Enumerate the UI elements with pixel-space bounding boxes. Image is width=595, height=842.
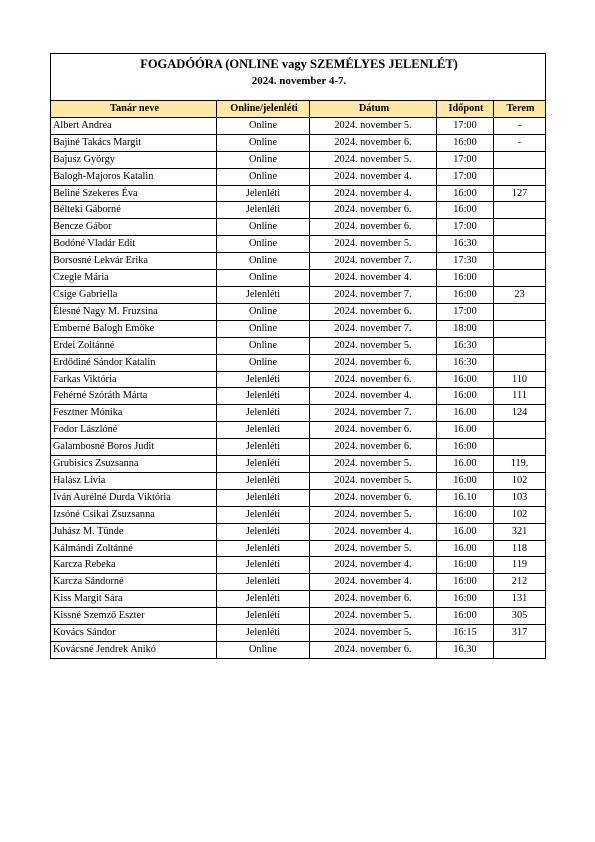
date-cell: 2024. november 5. xyxy=(310,540,437,557)
room-cell: 118 xyxy=(494,540,546,557)
room-cell xyxy=(494,219,546,236)
time-cell: 16.00 xyxy=(437,456,494,473)
room-cell xyxy=(494,168,546,185)
room-cell: 102 xyxy=(494,506,546,523)
table-row xyxy=(51,219,546,236)
room-cell xyxy=(494,202,546,219)
column-header-time: Időpont xyxy=(437,101,494,118)
mode-cell: Online xyxy=(217,151,310,168)
mode-cell: Jelenléti xyxy=(217,439,310,456)
teacher-name-cell: Bencze Gábor xyxy=(51,219,217,236)
mode-cell: Jelenléti xyxy=(217,371,310,388)
teacher-name-cell: Albert Andrea xyxy=(51,117,217,134)
date-cell: 2024. november 7. xyxy=(310,320,437,337)
time-cell: 17:00 xyxy=(437,168,494,185)
table-row xyxy=(51,168,546,185)
time-cell: 16:00 xyxy=(437,574,494,591)
mode-cell: Jelenléti xyxy=(217,557,310,574)
mode-cell: Jelenléti xyxy=(217,506,310,523)
column-header-date: Dátum xyxy=(310,101,437,118)
table-row xyxy=(51,320,546,337)
time-cell: 16:00 xyxy=(437,202,494,219)
table-row xyxy=(51,591,546,608)
mode-cell: Online xyxy=(217,320,310,337)
date-cell: 2024. november 4. xyxy=(310,574,437,591)
table-header-row xyxy=(51,101,546,118)
date-cell: 2024. november 4. xyxy=(310,168,437,185)
room-cell: 124 xyxy=(494,405,546,422)
title-row xyxy=(51,54,546,75)
teacher-name-cell: Juhász M. Tünde xyxy=(51,523,217,540)
teacher-name-cell: Galambosné Boros Judit xyxy=(51,439,217,456)
mode-cell: Online xyxy=(217,303,310,320)
time-cell: 16:00 xyxy=(437,557,494,574)
date-cell: 2024. november 4. xyxy=(310,388,437,405)
mode-cell: Jelenléti xyxy=(217,388,310,405)
table-row xyxy=(51,557,546,574)
teacher-name-cell: Karcza Sándorné xyxy=(51,574,217,591)
teacher-name-cell: Erdődiné Sándor Katalin xyxy=(51,354,217,371)
document-page xyxy=(50,53,545,659)
date-cell: 2024. november 4. xyxy=(310,185,437,202)
table-row xyxy=(51,303,546,320)
room-cell xyxy=(494,270,546,287)
time-cell: 16.30 xyxy=(437,642,494,659)
table-row xyxy=(51,236,546,253)
table-row xyxy=(51,253,546,270)
teacher-name-cell: Bodóné Vladár Edit xyxy=(51,236,217,253)
mode-cell: Jelenléti xyxy=(217,540,310,557)
time-cell: 16:00 xyxy=(437,134,494,151)
mode-cell: Jelenléti xyxy=(217,591,310,608)
time-cell: 16:00 xyxy=(437,472,494,489)
date-cell: 2024. november 4. xyxy=(310,557,437,574)
table-row xyxy=(51,523,546,540)
date-cell: 2024. november 6. xyxy=(310,134,437,151)
mode-cell: Online xyxy=(217,236,310,253)
mode-cell: Online xyxy=(217,168,310,185)
time-cell: 16:30 xyxy=(437,337,494,354)
mode-cell: Jelenléti xyxy=(217,286,310,303)
time-cell: 16.00 xyxy=(437,523,494,540)
teacher-name-cell: Izsóné Csikai Zsuzsanna xyxy=(51,506,217,523)
teacher-name-cell: Borsosné Lekvár Erika xyxy=(51,253,217,270)
room-cell: 317 xyxy=(494,625,546,642)
time-cell: 16:00 xyxy=(437,439,494,456)
date-cell: 2024. november 6. xyxy=(310,439,437,456)
date-cell: 2024. november 5. xyxy=(310,117,437,134)
teacher-name-cell: Fodor Lászlóné xyxy=(51,422,217,439)
table-row xyxy=(51,489,546,506)
room-cell xyxy=(494,354,546,371)
table-body xyxy=(51,117,546,658)
table-row xyxy=(51,185,546,202)
table-row xyxy=(51,117,546,134)
room-cell: 212 xyxy=(494,574,546,591)
teacher-name-cell: Halász Lívia xyxy=(51,472,217,489)
mode-cell: Online xyxy=(217,270,310,287)
room-cell: 127 xyxy=(494,185,546,202)
teacher-name-cell: Balogh-Majoros Katalin xyxy=(51,168,217,185)
mode-cell: Jelenléti xyxy=(217,185,310,202)
date-cell: 2024. november 5. xyxy=(310,151,437,168)
table-row xyxy=(51,354,546,371)
room-cell: 111 xyxy=(494,388,546,405)
table-row xyxy=(51,134,546,151)
time-cell: 17:00 xyxy=(437,219,494,236)
table-row xyxy=(51,625,546,642)
teacher-name-cell: Karcza Rebeka xyxy=(51,557,217,574)
date-cell: 2024. november 5. xyxy=(310,337,437,354)
room-cell: - xyxy=(494,134,546,151)
column-header-mode: Online/jelenléti xyxy=(217,101,310,118)
mode-cell: Online xyxy=(217,354,310,371)
date-cell: 2024. november 6. xyxy=(310,591,437,608)
date-range: 2024. november 4-7. xyxy=(51,74,546,101)
teacher-name-cell: Csige Gabriella xyxy=(51,286,217,303)
teacher-name-cell: Bajiné Takács Margit xyxy=(51,134,217,151)
room-cell: 102 xyxy=(494,472,546,489)
date-cell: 2024. november 5. xyxy=(310,236,437,253)
time-cell: 16.00 xyxy=(437,540,494,557)
consultation-table xyxy=(50,53,546,659)
column-header-room: Terem xyxy=(494,101,546,118)
date-cell: 2024. november 6. xyxy=(310,354,437,371)
date-range-row xyxy=(51,74,546,101)
teacher-name-cell: Czegle Mária xyxy=(51,270,217,287)
time-cell: 16.10 xyxy=(437,489,494,506)
date-cell: 2024. november 6. xyxy=(310,642,437,659)
time-cell: 16:00 xyxy=(437,185,494,202)
date-cell: 2024. november 4. xyxy=(310,523,437,540)
room-cell xyxy=(494,151,546,168)
mode-cell: Online xyxy=(217,219,310,236)
date-cell: 2024. november 5. xyxy=(310,456,437,473)
time-cell: 18:00 xyxy=(437,320,494,337)
mode-cell: Online xyxy=(217,642,310,659)
room-cell: 321 xyxy=(494,523,546,540)
table-row xyxy=(51,405,546,422)
table-row xyxy=(51,371,546,388)
date-cell: 2024. november 6. xyxy=(310,303,437,320)
table-row xyxy=(51,337,546,354)
mode-cell: Jelenléti xyxy=(217,523,310,540)
time-cell: 17:00 xyxy=(437,303,494,320)
teacher-name-cell: Beliné Szekeres Éva xyxy=(51,185,217,202)
date-cell: 2024. november 7. xyxy=(310,405,437,422)
table-row xyxy=(51,270,546,287)
mode-cell: Jelenléti xyxy=(217,422,310,439)
time-cell: 16:00 xyxy=(437,286,494,303)
time-cell: 16.00 xyxy=(437,422,494,439)
date-cell: 2024. november 5. xyxy=(310,506,437,523)
teacher-name-cell: Iván Aurélné Durda Viktória xyxy=(51,489,217,506)
mode-cell: Online xyxy=(217,117,310,134)
teacher-name-cell: Erdei Zoltánné xyxy=(51,337,217,354)
room-cell xyxy=(494,236,546,253)
room-cell: 23 xyxy=(494,286,546,303)
room-cell: 103 xyxy=(494,489,546,506)
time-cell: 16:15 xyxy=(437,625,494,642)
room-cell: 110 xyxy=(494,371,546,388)
mode-cell: Jelenléti xyxy=(217,608,310,625)
mode-cell: Jelenléti xyxy=(217,625,310,642)
teacher-name-cell: Kiss Margit Sára xyxy=(51,591,217,608)
time-cell: 16:00 xyxy=(437,388,494,405)
room-cell: - xyxy=(494,117,546,134)
time-cell: 16:30 xyxy=(437,354,494,371)
mode-cell: Jelenléti xyxy=(217,472,310,489)
room-cell: 305 xyxy=(494,608,546,625)
date-cell: 2024. november 4. xyxy=(310,270,437,287)
date-cell: 2024. november 6. xyxy=(310,219,437,236)
column-header-name: Tanár neve xyxy=(51,101,217,118)
date-cell: 2024. november 5. xyxy=(310,608,437,625)
document-title: FOGADÓÓRA (ONLINE vagy SZEMÉLYES JELENLÉT) xyxy=(51,54,546,75)
room-cell xyxy=(494,422,546,439)
table-row xyxy=(51,456,546,473)
time-cell: 17:30 xyxy=(437,253,494,270)
room-cell xyxy=(494,337,546,354)
teacher-name-cell: Kálmándi Zoltánné xyxy=(51,540,217,557)
time-cell: 16:30 xyxy=(437,236,494,253)
room-cell: 119 xyxy=(494,557,546,574)
room-cell xyxy=(494,320,546,337)
teacher-name-cell: Emberné Balogh Emőke xyxy=(51,320,217,337)
date-cell: 2024. november 5. xyxy=(310,625,437,642)
table-row xyxy=(51,574,546,591)
room-cell xyxy=(494,303,546,320)
date-cell: 2024. november 7. xyxy=(310,253,437,270)
table-row xyxy=(51,608,546,625)
table-row xyxy=(51,286,546,303)
mode-cell: Jelenléti xyxy=(217,456,310,473)
mode-cell: Jelenléti xyxy=(217,405,310,422)
time-cell: 17:00 xyxy=(437,151,494,168)
teacher-name-cell: Bélteki Gáborné xyxy=(51,202,217,219)
date-cell: 2024. november 6. xyxy=(310,371,437,388)
time-cell: 16:00 xyxy=(437,608,494,625)
teacher-name-cell: Kovács Sándor xyxy=(51,625,217,642)
table-row xyxy=(51,388,546,405)
teacher-name-cell: Farkas Viktória xyxy=(51,371,217,388)
teacher-name-cell: Fehérné Szóráth Márta xyxy=(51,388,217,405)
room-cell xyxy=(494,642,546,659)
mode-cell: Jelenléti xyxy=(217,574,310,591)
room-cell: 119. xyxy=(494,456,546,473)
teacher-name-cell: Grubisics Zsuzsanna xyxy=(51,456,217,473)
time-cell: 16:00 xyxy=(437,371,494,388)
teacher-name-cell: Kissné Szemző Eszter xyxy=(51,608,217,625)
room-cell xyxy=(494,439,546,456)
table-row xyxy=(51,422,546,439)
time-cell: 17:00 xyxy=(437,117,494,134)
time-cell: 16:00 xyxy=(437,270,494,287)
date-cell: 2024. november 6. xyxy=(310,422,437,439)
time-cell: 16:00 xyxy=(437,591,494,608)
table-row xyxy=(51,472,546,489)
time-cell: 16:00 xyxy=(437,506,494,523)
teacher-name-cell: Bajusz György xyxy=(51,151,217,168)
mode-cell: Online xyxy=(217,253,310,270)
table-row xyxy=(51,151,546,168)
date-cell: 2024. november 5. xyxy=(310,472,437,489)
mode-cell: Online xyxy=(217,337,310,354)
time-cell: 16.00 xyxy=(437,405,494,422)
mode-cell: Jelenléti xyxy=(217,202,310,219)
mode-cell: Jelenléti xyxy=(217,489,310,506)
teacher-name-cell: Fesztner Mónika xyxy=(51,405,217,422)
table-row xyxy=(51,506,546,523)
table-row xyxy=(51,642,546,659)
table-row xyxy=(51,540,546,557)
room-cell xyxy=(494,253,546,270)
date-cell: 2024. november 6. xyxy=(310,489,437,506)
teacher-name-cell: Kovácsné Jendrek Anikó xyxy=(51,642,217,659)
table-row xyxy=(51,202,546,219)
date-cell: 2024. november 7. xyxy=(310,286,437,303)
room-cell: 131 xyxy=(494,591,546,608)
table-row xyxy=(51,439,546,456)
mode-cell: Online xyxy=(217,134,310,151)
date-cell: 2024. november 6. xyxy=(310,202,437,219)
teacher-name-cell: Élesné Nagy M. Fruzsina xyxy=(51,303,217,320)
